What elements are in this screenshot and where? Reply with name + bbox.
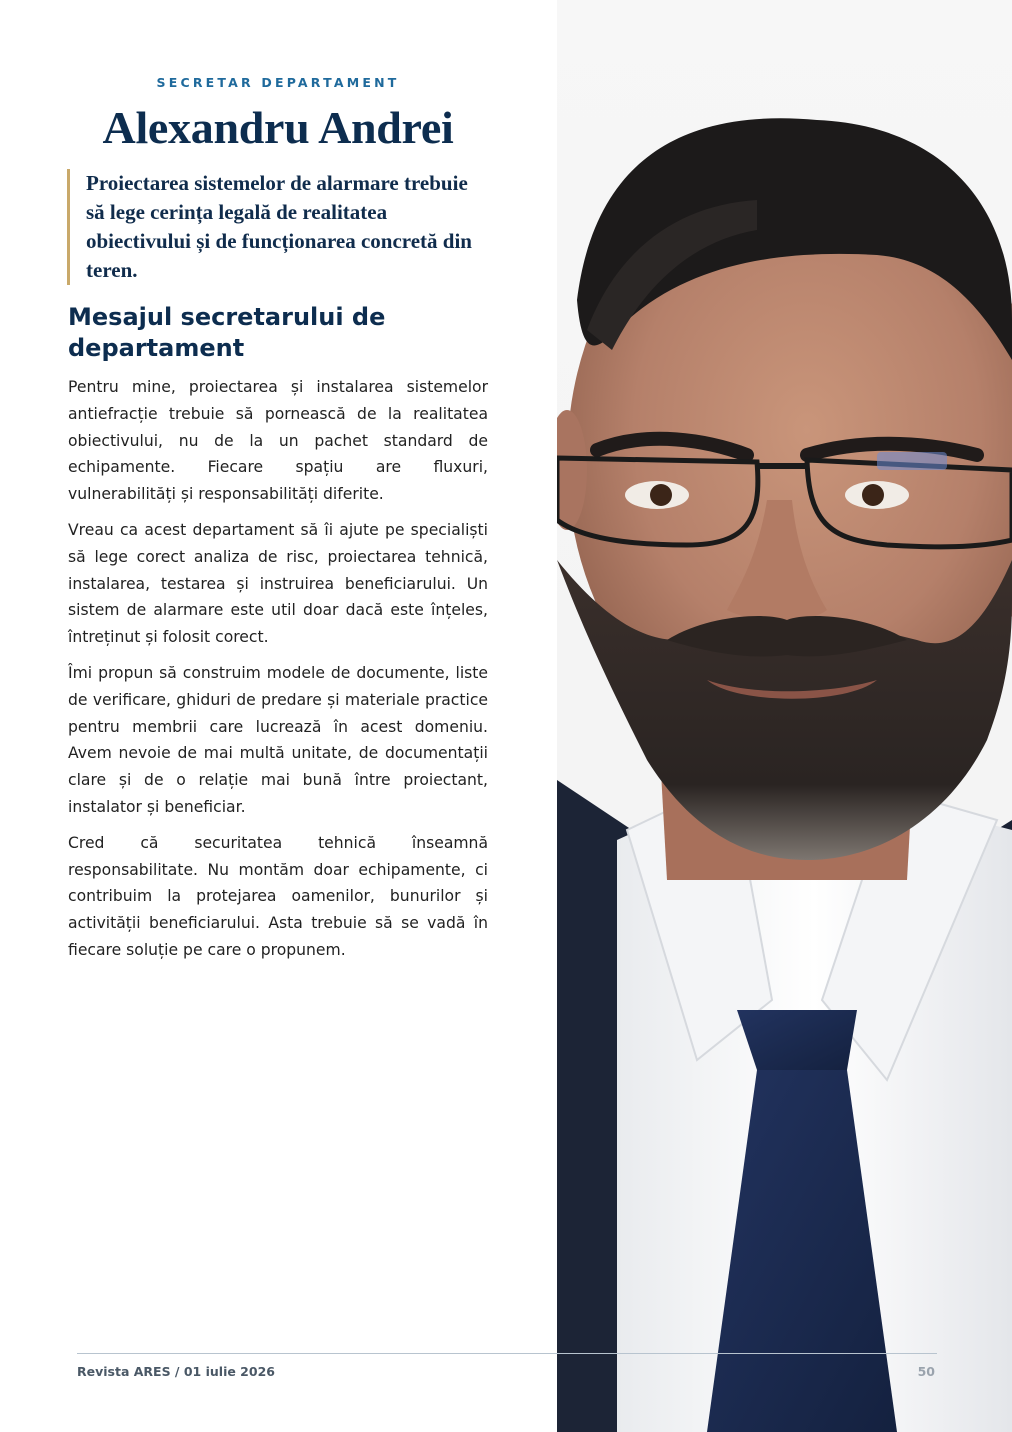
- page-number: 50: [917, 1364, 935, 1379]
- portrait-photo: [557, 0, 1012, 1432]
- footer-publication: Revista ARES / 01 iulie 2026: [77, 1364, 275, 1379]
- person-name: Alexandru Andrei: [102, 102, 454, 153]
- body-paragraph: Vreau ca acest departament să îi ajute pe specialiști să lege corect analiza de risc, proiectarea tehnică, instalarea, testarea și instruirea beneficiarului. Un sistem de alarmare este util doar dacă este înțeles, întreținut și folosit corect.: [68, 520, 488, 647]
- body-paragraph: Pentru mine, proiectarea și instalarea sistemelor antiefracție trebuie să pornească de la realitatea obiectivului, nu de la un pachet standard de echipamente. Fiecare spațiu are fluxuri, vulnerabilități și responsabilități diferite.: [68, 378, 488, 504]
- role-label: SECRETAR DEPARTAMENT: [156, 75, 400, 90]
- pull-quote-text: Proiectarea sistemelor de alarmare trebuie să lege cerința legală de realitatea obiectivului și de funcționarea concretă din teren.: [86, 171, 472, 282]
- pull-quote: [67, 169, 487, 285]
- body-paragraph: Cred că securitatea tehnică înseamnă responsabilitate. Nu montăm doar echipamente, ci contribuim la protejarea oamenilor, bunurilor și activității beneficiarului. Asta trebuie să se vadă în fiecare soluție pe care o propunem.: [68, 833, 488, 959]
- section-heading: Mesajul secretarului de departament: [68, 303, 386, 362]
- article-body: [68, 374, 488, 973]
- body-paragraph: Îmi propun să construim modele de documente, liste de verificare, ghiduri de predare și materiale practice pentru membrii care lucrează în acest domeniu. Avem nevoie de mai multă unitate, de documentații clare și de o relație mai bună între proiectant, instalator și beneficiar.: [68, 663, 488, 816]
- footer-divider: [77, 1353, 937, 1354]
